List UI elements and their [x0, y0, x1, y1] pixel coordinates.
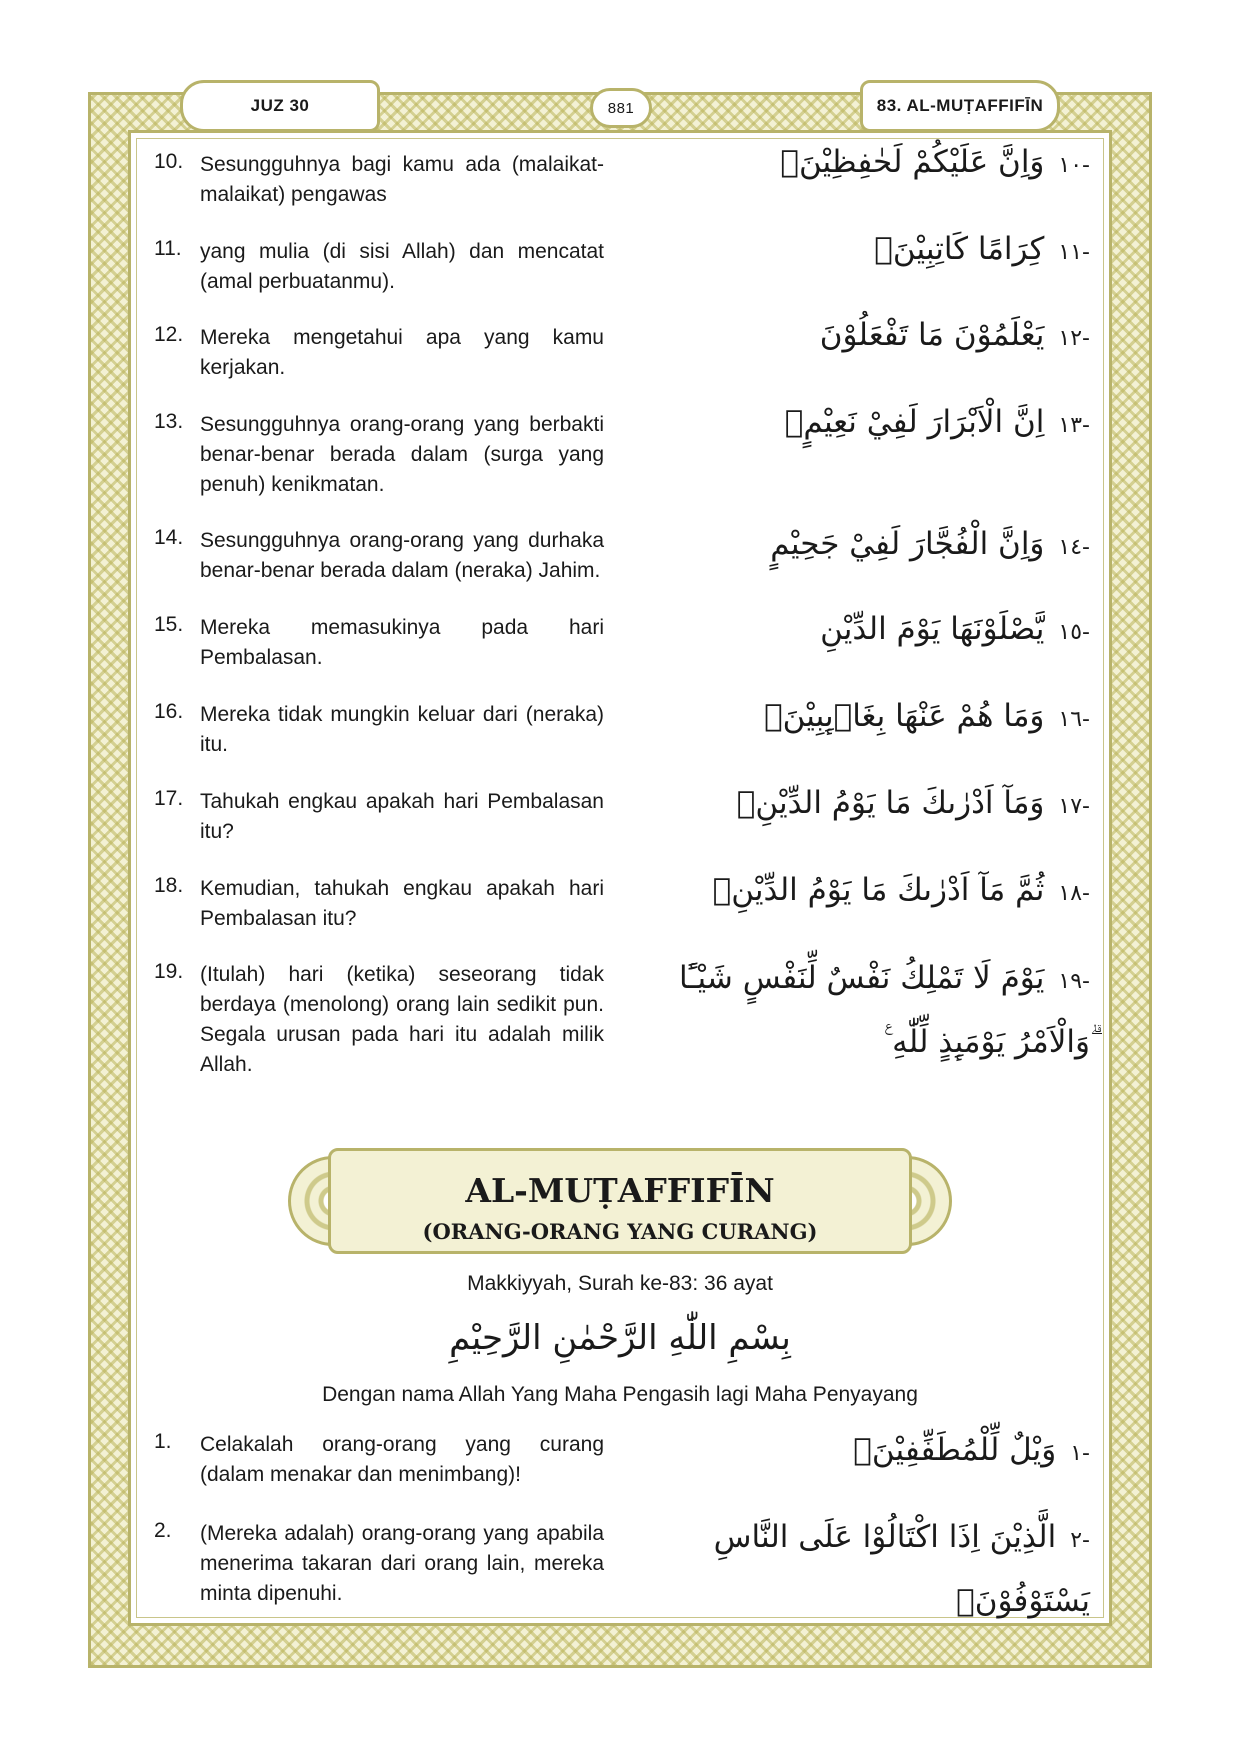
- verse-arabic: [650, 305, 1090, 369]
- arabic-text: يَعْلَمُوْنَ مَا تَفْعَلُوْنَ: [819, 317, 1045, 353]
- basmala-translation: Dengan nama Allah Yang Maha Pengasih lagi Maha Penyayang: [322, 1383, 918, 1406]
- verse-translation: (Mereka adalah) orang-orang yang apabila menerima takaran dari orang lain, mereka minta dipenuhi.: [200, 1522, 604, 1605]
- verse-translation: Mereka tidak mungkin keluar dari (neraka) itu.: [200, 703, 604, 756]
- banner-body: [328, 1148, 912, 1254]
- arabic-verse-number: -١٩: [1058, 969, 1090, 994]
- juz-label: JUZ 30: [180, 80, 380, 132]
- page-number: 881: [590, 88, 652, 128]
- verse-translation: Sesungguhnya orang-orang yang berbakti benar-benar berada dalam (surga yang penuh) kenikmatan.: [200, 413, 604, 496]
- surah-header: 83. AL-MUṬAFFIFĪN: [860, 80, 1060, 132]
- verse-translation: (Itulah) hari (ketika) seseorang tidak berdaya (menolong) orang lain sedikit pun. Segala urusan pada hari itu adalah milik Allah.: [200, 963, 604, 1076]
- arabic-verse-number: -١٣: [1058, 413, 1090, 438]
- arabic-verse-number: -١٢: [1058, 326, 1090, 351]
- verse-number: 11.: [154, 237, 182, 260]
- verse-arabic: [620, 948, 1090, 1072]
- surah-title: AL-MUṬAFFIFĪN: [465, 1171, 775, 1210]
- verse-number: 17.: [154, 787, 184, 810]
- verse-translation: Celakalah orang-orang yang curang (dalam menakar dan menimbang)!: [200, 1433, 604, 1486]
- arabic-text: الَّذِيْنَ اِذَا اكْتَالُوْا عَلَى النَّاسِ يَسْتَوْفُوْنَۖ: [713, 1519, 1090, 1619]
- arabic-verse-number: -١٠: [1058, 153, 1090, 178]
- arabic-text: اِنَّ الْاَبْرَارَ لَفِيْ نَعِيْمٍۙ: [784, 404, 1045, 440]
- arabic-text: وَمَا هُمْ عَنْهَا بِغَاۤىِٕبِيْنَۗ: [764, 698, 1045, 734]
- verse-number: 1.: [154, 1430, 172, 1453]
- verse-arabic: [620, 1507, 1090, 1631]
- arabic-text: كِرَامًا كَاتِبِيْنَۙ: [874, 231, 1045, 267]
- arabic-text: وَمَآ اَدْرٰىكَ مَا يَوْمُ الدِّيْنِۙ: [736, 785, 1045, 821]
- verse-translation: Tahukah engkau apakah hari Pembalasan itu?: [200, 790, 604, 843]
- arabic-verse-number: -١: [1070, 1441, 1090, 1466]
- verse-translation: Sesungguhnya bagi kamu ada (malaikat-malaikat) pengawas: [200, 153, 604, 206]
- verse-number: 2.: [154, 1519, 172, 1542]
- surah-title-banner: [288, 1142, 952, 1260]
- verse-number: 19.: [154, 960, 184, 983]
- surah-info: Makkiyyah, Surah ke-83: 36 ayat: [467, 1272, 773, 1295]
- arabic-text: وَاِنَّ الْفُجَّارَ لَفِيْ جَحِيْمٍ: [770, 526, 1045, 562]
- arabic-verse-number: -١١: [1058, 240, 1090, 265]
- verse-number: 10.: [154, 150, 184, 173]
- verse-number: 13.: [154, 410, 184, 433]
- verse-translation: Sesungguhnya orang-orang yang durhaka benar-benar berada dalam (neraka) Jahim.: [200, 529, 604, 582]
- arabic-verse-number: -١٨: [1058, 881, 1090, 906]
- verse-arabic: [650, 773, 1090, 837]
- arabic-text: ثُمَّ مَآ اَدْرٰىكَ مَا يَوْمُ الدِّيْنِۗ: [712, 872, 1045, 908]
- verse-arabic: [650, 514, 1090, 578]
- arabic-text: وَيْلٌ لِّلْمُطَفِّفِيْنَۙ: [853, 1432, 1057, 1468]
- verse-number: 16.: [154, 700, 184, 723]
- arabic-verse-number: -١٥: [1058, 620, 1090, 645]
- verse-number: 18.: [154, 874, 184, 897]
- verse-arabic: [650, 1420, 1090, 1484]
- basmala: بِسْمِ اللّٰهِ الرَّحْمٰنِ الرَّحِيْمِ: [449, 1318, 791, 1358]
- verse-translation: yang mulia (di sisi Allah) dan mencatat (amal perbuatanmu).: [200, 240, 604, 293]
- arabic-verse-number: -١٦: [1058, 707, 1090, 732]
- arabic-text: يَوْمَ لَا تَمْلِكُ نَفْسٌ لِّنَفْسٍ شَيْـًٔا ۗوَالْاَمْرُ يَوْمَىِٕذٍ لِّلّٰهِ ࣖ: [678, 960, 1090, 1060]
- verse-number: 15.: [154, 613, 184, 636]
- verse-arabic: [650, 599, 1090, 663]
- verse-translation: Kemudian, tahukah engkau apakah hari Pembalasan itu?: [200, 877, 604, 930]
- verse-number: 14.: [154, 526, 184, 549]
- arabic-verse-number: -١٧: [1058, 794, 1090, 819]
- verse-translation: Mereka mengetahui apa yang kamu kerjakan.: [200, 326, 604, 379]
- verse-arabic: [650, 686, 1090, 750]
- verse-arabic: [650, 860, 1090, 924]
- arabic-verse-number: -١٤: [1058, 535, 1090, 560]
- verse-arabic: [650, 392, 1090, 456]
- verse-translation: Mereka memasukinya pada hari Pembalasan.: [200, 616, 604, 669]
- arabic-verse-number: -٢: [1070, 1528, 1090, 1553]
- verse-arabic: [650, 132, 1090, 196]
- verse-number: 12.: [154, 323, 184, 346]
- arabic-text: وَاِنَّ عَلَيْكُمْ لَحٰفِظِيْنَۙ: [780, 144, 1045, 180]
- verse-arabic: [650, 219, 1090, 283]
- surah-subtitle: (ORANG-ORANG YANG CURANG): [422, 1219, 818, 1244]
- arabic-text: يَّصْلَوْنَهَا يَوْمَ الدِّيْنِ: [820, 611, 1045, 647]
